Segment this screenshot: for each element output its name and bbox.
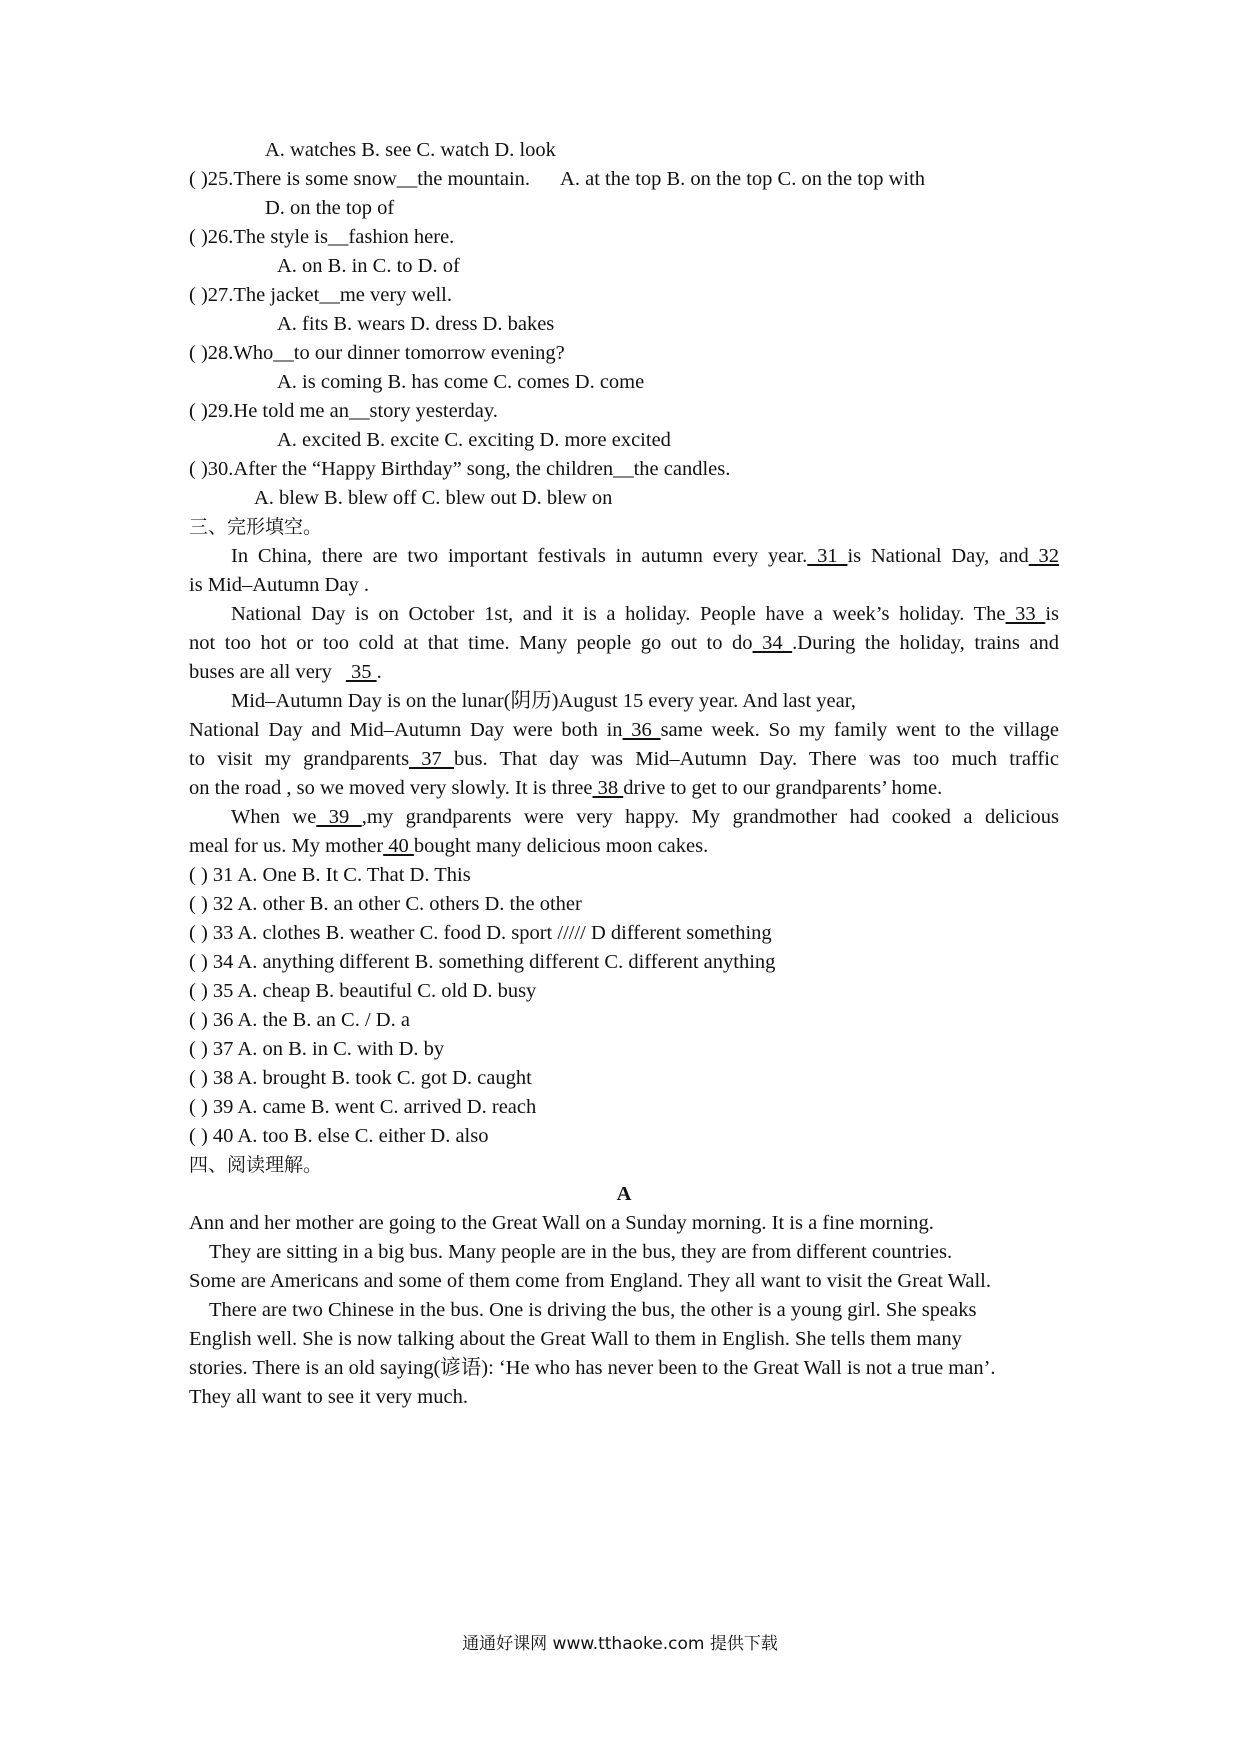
q30-stem: 30.After the “Happy Birthday” song, the children__the candles. <box>207 458 731 480</box>
answer-paren: ( ) <box>189 458 208 480</box>
q29-options: A. excited B. excite C. exciting D. more excited <box>277 429 671 451</box>
reading-line-2: They are sitting in a big bus. Many people are in the bus, they are from different countries. <box>209 1241 953 1263</box>
text: National Day and Mid–Autumn Day were both in <box>189 719 623 741</box>
text: When we <box>231 806 317 828</box>
q25-options-cont: D. on the top of <box>265 197 395 219</box>
blank-31: 31 <box>807 545 848 567</box>
text: to visit my grandparents <box>189 748 410 770</box>
text: National Day is on October 1st, and it is a holiday. People have a week’s holiday. The <box>231 603 1006 625</box>
q27-line <box>189 281 1059 309</box>
text: . <box>376 661 382 683</box>
cloze-option-39: ( ) 39 A. came B. went C. arrived D. reach <box>189 1096 537 1118</box>
q25-stem: 25.There is some snow__the mountain. <box>207 168 531 190</box>
blank-40: 40 <box>383 835 414 857</box>
reading-line-3: Some are Americans and some of them come from England. They all want to visit the Great Wall. <box>189 1270 992 1292</box>
q26-options: A. on B. in C. to D. of <box>277 255 460 277</box>
q27-options: A. fits B. wears D. dress D. bakes <box>277 313 555 335</box>
answer-paren: ( ) <box>189 226 208 248</box>
q26-stem: 26.The style is__fashion here. <box>207 226 455 248</box>
q27-stem: 27.The jacket__me very well. <box>207 284 452 306</box>
answer-paren: ( ) <box>189 168 208 190</box>
reading-line-7: They all want to see it very much. <box>189 1386 468 1408</box>
page-footer: 通通好课网 www.tthaoke.com 提供下载 <box>462 1634 778 1654</box>
reading-line-1: Ann and her mother are going to the Great Wall on a Sunday morning. It is a fine morning. <box>189 1212 934 1234</box>
blank-35: 35 <box>345 661 377 683</box>
cloze-p3-line1: Mid–Autumn Day is on the lunar(阴历)August 15 every year. And last year, <box>231 690 856 712</box>
text: same week. So my family went to the village <box>660 719 1060 741</box>
blank-38: 38 <box>592 777 624 799</box>
text: drive to get to our grandparents’ home. <box>623 777 943 799</box>
blank-34: 34 <box>752 632 793 654</box>
cloze-option-32: ( ) 32 A. other B. an other C. others D. the other <box>189 893 582 915</box>
q25-line <box>189 165 1059 193</box>
answer-paren: ( ) <box>189 284 208 306</box>
text: .During the holiday, trains and <box>792 632 1060 654</box>
blank-37: 37 <box>409 748 455 770</box>
blank-33: 33 <box>1005 603 1046 625</box>
blank-32: 32 <box>1028 545 1060 567</box>
reading-line-6: stories. There is an old saying(谚语): ‘He who has never been to the Great Wall is not a true man’. <box>189 1357 996 1379</box>
text: buses are all very <box>189 661 332 683</box>
passage-title: A <box>616 1183 632 1205</box>
blank-36: 36 <box>622 719 661 741</box>
cloze-option-31: ( ) 31 A. One B. It C. That D. This <box>189 864 471 886</box>
cloze-p4-line1 <box>231 803 1059 831</box>
cloze-p2-line1 <box>231 600 1059 628</box>
cloze-option-34: ( ) 34 A. anything different B. something different C. different anything <box>189 951 776 973</box>
cloze-option-37: ( ) 37 A. on B. in C. with D. by <box>189 1038 445 1060</box>
cloze-option-35: ( ) 35 A. cheap B. beautiful C. old D. busy <box>189 980 537 1002</box>
reading-line-4: There are two Chinese in the bus. One is driving the bus, the other is a young girl. She speaks <box>209 1299 977 1321</box>
answer-paren: ( ) <box>189 342 208 364</box>
cloze-p1-line2: is Mid–Autumn Day . <box>189 574 369 596</box>
q29-stem: 29.He told me an__story yesterday. <box>207 400 498 422</box>
text: not too hot or too cold at that time. Many people go out to do <box>189 632 753 654</box>
q25-options: A. at the top B. on the top C. on the top with <box>560 168 926 190</box>
answer-paren: ( ) <box>189 400 208 422</box>
cloze-option-36: ( ) 36 A. the B. an C. / D. a <box>189 1009 410 1031</box>
q24-options: A. watches B. see C. watch D. look <box>265 139 556 161</box>
text: on the road , so we moved very slowly. It is three <box>189 777 593 799</box>
q28-options: A. is coming B. has come C. comes D. come <box>277 371 645 393</box>
q28-stem: 28.Who__to our dinner tomorrow evening? <box>207 342 565 364</box>
section-heading-reading: 四、阅读理解。 <box>189 1154 323 1176</box>
cloze-option-38: ( ) 38 A. brought B. took C. got D. caught <box>189 1067 532 1089</box>
q28-line <box>189 339 1059 367</box>
text: In China, there are two important festivals in autumn every year. <box>231 545 808 567</box>
cloze-p3-line3 <box>189 745 1059 773</box>
q29-line <box>189 397 1059 425</box>
reading-line-5: English well. She is now talking about the Great Wall to them in English. She tells them many <box>189 1328 962 1350</box>
q26-line <box>189 223 1059 251</box>
text: is <box>1045 603 1059 625</box>
cloze-p2-line3 <box>189 658 1059 686</box>
cloze-p4-line2 <box>189 832 1059 860</box>
q30-line <box>189 455 1059 483</box>
text: meal for us. My mother <box>189 835 384 857</box>
text: is National Day, and <box>847 545 1029 567</box>
blank-39: 39 <box>316 806 362 828</box>
text: ,my grandparents were very happy. My grandmother had cooked a delicious <box>361 806 1059 828</box>
cloze-option-40: ( ) 40 A. too B. else C. either D. also <box>189 1125 489 1147</box>
text: bought many delicious moon cakes. <box>413 835 709 857</box>
text: bus. That day was Mid–Autumn Day. There was too much traffic <box>454 748 1059 770</box>
cloze-option-33: ( ) 33 A. clothes B. weather C. food D. sport ///// D different something <box>189 922 772 944</box>
section-heading-cloze: 三、完形填空。 <box>189 516 323 538</box>
cloze-p1-line1 <box>231 542 1059 570</box>
cloze-p3-line2 <box>189 716 1059 744</box>
cloze-p2-line2 <box>189 629 1059 657</box>
cloze-p3-line4 <box>189 774 1059 802</box>
q30-options: A. blew B. blew off C. blew out D. blew on <box>254 487 613 509</box>
